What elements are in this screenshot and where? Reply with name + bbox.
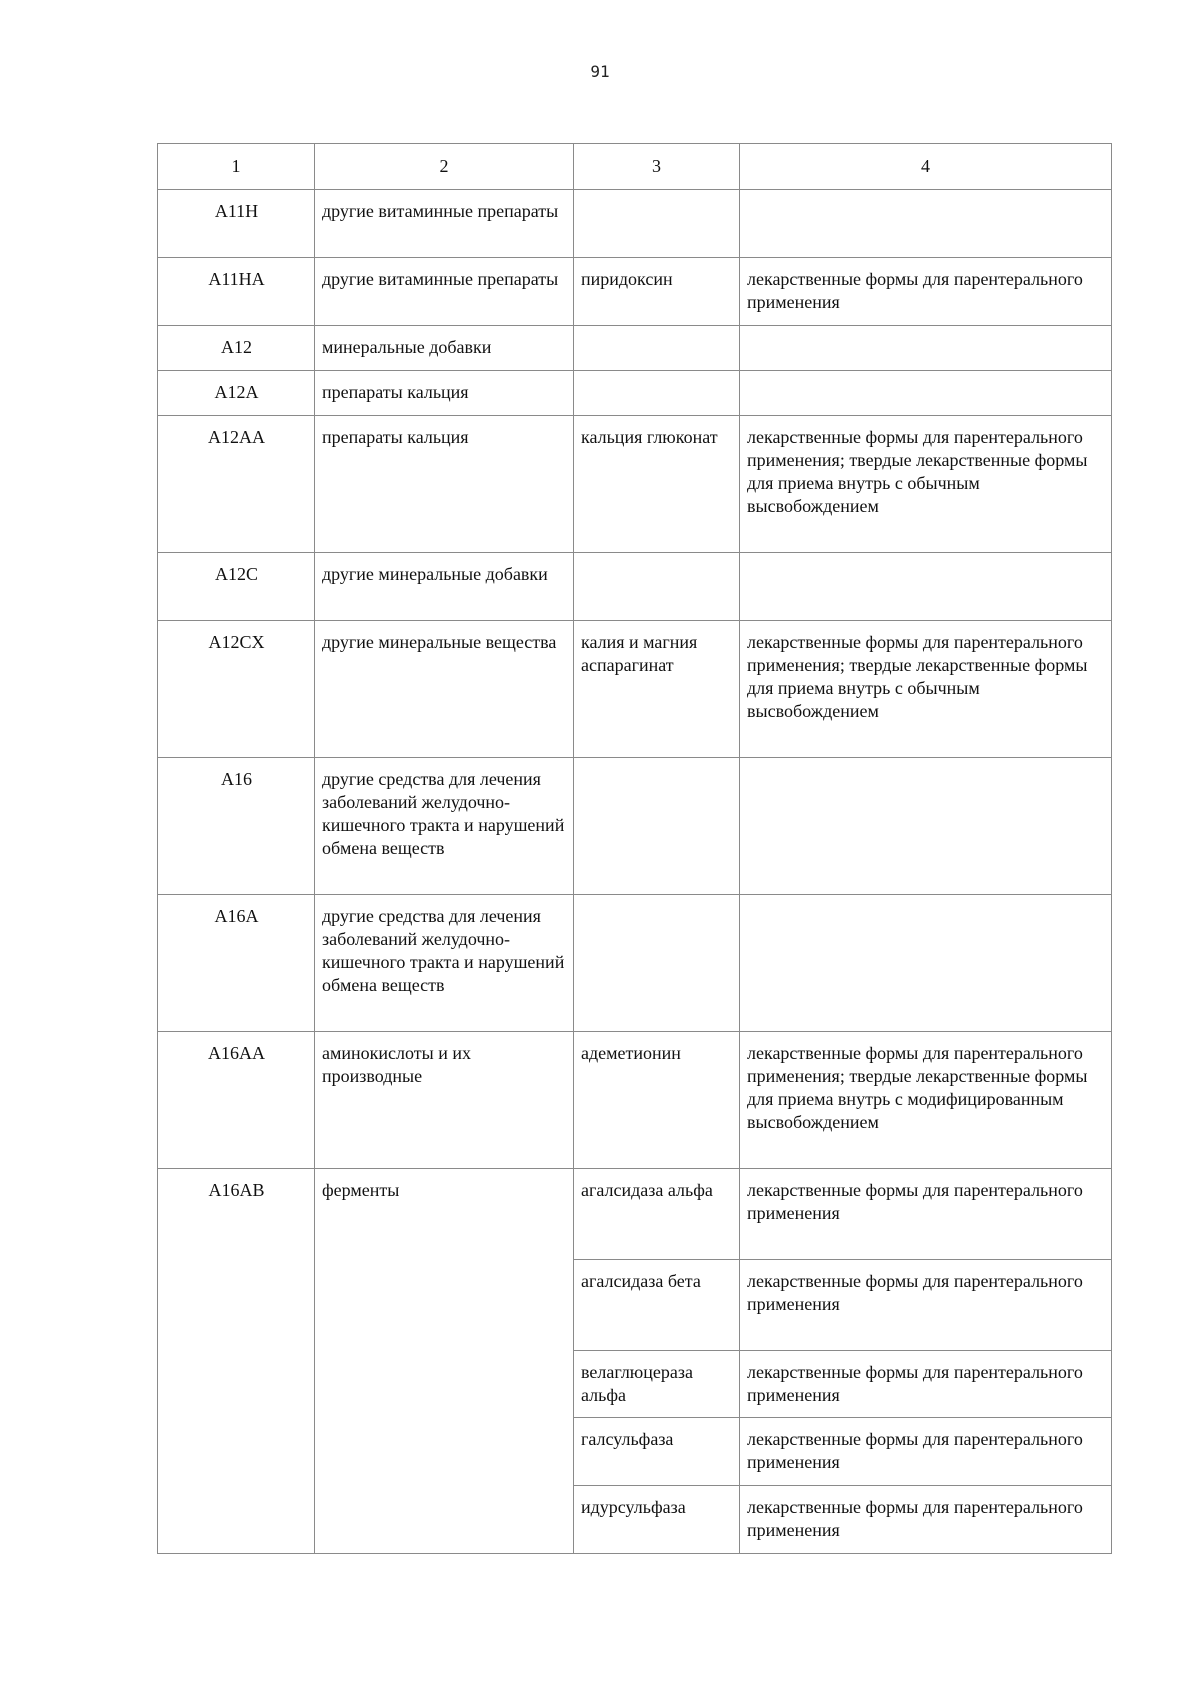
drug-cell: пиридоксин: [574, 258, 740, 326]
form-cell: лекарственные формы для парентерального применения: [740, 1260, 1112, 1351]
form-cell: лекарственные формы для парентерального применения: [740, 1169, 1112, 1260]
group-cell: препараты кальция: [315, 371, 574, 416]
header-cell-1: 1: [158, 144, 315, 190]
atc-code-cell: A12CX: [158, 621, 315, 758]
atc-code-cell: A11HA: [158, 258, 315, 326]
form-cell: [740, 371, 1112, 416]
table-row: [158, 371, 1112, 416]
table-header-row: [158, 144, 1112, 190]
table-row: [158, 326, 1112, 371]
atc-code-cell: A11H: [158, 190, 315, 258]
atc-code-cell: A12AA: [158, 416, 315, 553]
table-row: [158, 553, 1112, 621]
group-cell: ферменты: [315, 1169, 574, 1554]
drug-cell: агалсидаза бета: [574, 1260, 740, 1351]
drug-cell: кальция глюконат: [574, 416, 740, 553]
form-cell: лекарственные формы для парентерального применения: [740, 1486, 1112, 1554]
drug-cell: калия и магния аспарагинат: [574, 621, 740, 758]
form-cell: [740, 190, 1112, 258]
group-cell: другие минеральные добавки: [315, 553, 574, 621]
form-cell: лекарственные формы для парентерального применения; твердые лекарственные формы для приема внутрь с обычным высвобождением: [740, 621, 1112, 758]
table-row: [158, 190, 1112, 258]
table-row: [158, 621, 1112, 758]
drug-cell: агалсидаза альфа: [574, 1169, 740, 1260]
form-cell: лекарственные формы для парентерального применения; твердые лекарственные формы для приема внутрь с модифицированным высвобождением: [740, 1032, 1112, 1169]
form-cell: [740, 758, 1112, 895]
drug-cell: [574, 326, 740, 371]
table-row: [158, 758, 1112, 895]
group-cell: другие средства для лечения заболеваний желудочно-кишечного тракта и нарушений обмена веществ: [315, 895, 574, 1032]
table-row: [158, 1032, 1112, 1169]
atc-code-cell: A16AB: [158, 1169, 315, 1554]
drug-cell: [574, 190, 740, 258]
group-cell: аминокислоты и их производные: [315, 1032, 574, 1169]
group-cell: другие минеральные вещества: [315, 621, 574, 758]
group-cell: другие витаминные препараты: [315, 190, 574, 258]
drug-cell: [574, 895, 740, 1032]
header-cell-2: 2: [315, 144, 574, 190]
group-cell: минеральные добавки: [315, 326, 574, 371]
drug-cell: [574, 371, 740, 416]
atc-code-cell: A12A: [158, 371, 315, 416]
atc-code-cell: A12C: [158, 553, 315, 621]
drug-table: [157, 143, 1112, 1554]
group-cell: другие средства для лечения заболеваний желудочно-кишечного тракта и нарушений обмена веществ: [315, 758, 574, 895]
form-cell: лекарственные формы для парентерального применения; твердые лекарственные формы для приема внутрь с обычным высвобождением: [740, 416, 1112, 553]
table-row: [158, 416, 1112, 553]
header-cell-3: 3: [574, 144, 740, 190]
atc-code-cell: A16A: [158, 895, 315, 1032]
form-cell: [740, 895, 1112, 1032]
form-cell: лекарственные формы для парентерального применения: [740, 1351, 1112, 1418]
drug-cell: [574, 553, 740, 621]
table-row: [158, 895, 1112, 1032]
atc-code-cell: A16AA: [158, 1032, 315, 1169]
form-cell: лекарственные формы для парентерального применения: [740, 258, 1112, 326]
drug-cell: велаглюцераза альфа: [574, 1351, 740, 1418]
atc-code-cell: A16: [158, 758, 315, 895]
atc-code-cell: A12: [158, 326, 315, 371]
header-cell-4: 4: [740, 144, 1112, 190]
group-cell: другие витаминные препараты: [315, 258, 574, 326]
table-row: [158, 258, 1112, 326]
form-cell: [740, 553, 1112, 621]
drug-cell: адеметионин: [574, 1032, 740, 1169]
drug-cell: идурсульфаза: [574, 1486, 740, 1554]
drug-cell: галсульфаза: [574, 1418, 740, 1486]
form-cell: [740, 326, 1112, 371]
drug-cell: [574, 758, 740, 895]
group-cell: препараты кальция: [315, 416, 574, 553]
page-number: 91: [590, 62, 610, 81]
table-row: [158, 1169, 1112, 1260]
form-cell: лекарственные формы для парентерального применения: [740, 1418, 1112, 1486]
